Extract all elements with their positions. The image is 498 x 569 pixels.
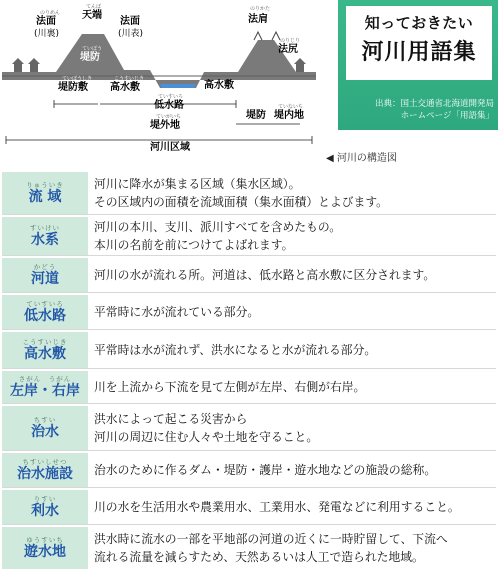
row-divider bbox=[2, 292, 496, 293]
label-kawa-ura: (川裏) bbox=[34, 29, 60, 39]
term-word: 利水 bbox=[31, 502, 59, 519]
term-ruby: ちすいしせつ bbox=[22, 457, 68, 466]
label-kousuishiki-left: 高水敷 bbox=[110, 82, 140, 93]
glossary-description bbox=[88, 461, 496, 479]
row-divider bbox=[2, 214, 496, 215]
label-hou-jiri: 法尻 bbox=[278, 44, 298, 55]
label-kousuishiki-right: 高水敷 bbox=[204, 80, 234, 91]
row-divider bbox=[2, 450, 496, 451]
label-kousuishiki-left-ruby: こうすいじき bbox=[114, 76, 145, 82]
term-word: 左岸・右岸 bbox=[10, 382, 80, 399]
diagram-caption: ◀ 河川の構造図 bbox=[326, 153, 397, 164]
description-line: 河川の周辺に住む人々や土地を守ること。 bbox=[94, 430, 319, 444]
label-hou-men-left-ruby: のりめん bbox=[40, 10, 61, 16]
term-ruby: りすい bbox=[33, 494, 57, 503]
label-teibou-shiki: 堤防敷 bbox=[58, 82, 88, 93]
label-teisuiro-ruby: ていすいろ bbox=[158, 94, 184, 100]
title-line-2: 河川用語集 bbox=[361, 40, 477, 65]
term-ruby: ていすいろ bbox=[26, 299, 64, 308]
glossary-row bbox=[2, 332, 496, 368]
glossary-row bbox=[2, 406, 496, 450]
description-line: 流れる流量を減らすため、天然あるいは人工で造られた地域。 bbox=[94, 550, 424, 564]
glossary-row bbox=[2, 217, 496, 255]
title-line-1: 知っておきたい bbox=[364, 14, 474, 32]
term-ruby: ちすい bbox=[33, 415, 57, 424]
glossary-description bbox=[88, 266, 496, 284]
source-line-2: ホームページ「用語集」 bbox=[400, 111, 494, 121]
description-line: 治水のために作るダム・堤防・護岸・遊水地などの施設の総称。 bbox=[94, 463, 437, 477]
glossary-term-cell bbox=[2, 332, 88, 368]
label-tenba: 天端 bbox=[82, 10, 102, 21]
description-line: 河川に降水が集まる区域（集水区域）。 bbox=[94, 177, 301, 191]
glossary-term-cell bbox=[2, 371, 88, 403]
glossary-description bbox=[88, 303, 496, 321]
glossary-row bbox=[2, 527, 496, 569]
term-word: 流 域 bbox=[28, 188, 62, 205]
glossary-term-cell bbox=[2, 490, 88, 524]
glossary-row bbox=[2, 258, 496, 292]
term-word: 治水 bbox=[31, 423, 59, 440]
label-teibou-shiki-ruby: ていぼうしき bbox=[62, 76, 93, 82]
label-teigaichi: 堤外地 bbox=[150, 120, 180, 131]
label-hou-men-right: 法面 bbox=[120, 16, 140, 27]
description-line: その区域内の面積を流域面積（集水面積）とよびます。 bbox=[94, 195, 388, 209]
row-divider bbox=[2, 368, 496, 369]
description-line: 平常時に水が流れている部分。 bbox=[94, 305, 260, 319]
source-line-1: 出典：国土交通省北海道開発局 bbox=[374, 99, 494, 109]
glossary-description bbox=[88, 175, 496, 211]
glossary-row bbox=[2, 490, 496, 524]
label-teinaichi: 堤内地 bbox=[274, 110, 304, 121]
term-ruby: りゅういき bbox=[26, 180, 64, 189]
glossary-term-cell bbox=[2, 527, 88, 569]
source-credit bbox=[350, 98, 494, 122]
description-line: 川を上流から下流を見て左側が左岸、右側が右岸。 bbox=[94, 380, 366, 394]
label-kawa-omote: (川表) bbox=[118, 29, 144, 39]
glossary-description bbox=[88, 218, 496, 254]
description-line: 川の水を生活用水や農業用水、工業用水、発電などに利用すること。 bbox=[94, 500, 460, 514]
glossary-description bbox=[88, 378, 496, 396]
description-line: 洪水によって起こる災害から bbox=[94, 412, 248, 426]
term-word: 遊水地 bbox=[24, 543, 66, 560]
glossary-term-cell bbox=[2, 258, 88, 292]
glossary-description bbox=[88, 530, 496, 566]
label-teibou: 堤防 bbox=[80, 52, 100, 63]
glossary-row bbox=[2, 172, 496, 214]
row-divider bbox=[2, 487, 496, 488]
term-ruby: こうすいじき bbox=[22, 337, 68, 346]
label-hou-men-left: 法面 bbox=[36, 16, 56, 27]
term-ruby: かどう bbox=[33, 262, 57, 271]
glossary-term-cell bbox=[2, 453, 88, 487]
term-ruby: さがん うがん bbox=[18, 374, 72, 383]
glossary-description bbox=[88, 410, 496, 446]
term-word: 高水敷 bbox=[24, 345, 66, 362]
row-divider bbox=[2, 255, 496, 256]
term-word: 治水施設 bbox=[17, 465, 73, 482]
row-divider bbox=[2, 329, 496, 330]
glossary-term-cell bbox=[2, 172, 88, 214]
header-area bbox=[0, 0, 498, 162]
row-divider bbox=[2, 403, 496, 404]
description-line: 河川の水が流れる所。河道は、低水路と高水敷に区分されます。 bbox=[94, 268, 436, 282]
description-line: 平常時は水が流れず、洪水になると水が流れる部分。 bbox=[94, 343, 377, 357]
term-word: 水系 bbox=[31, 231, 59, 248]
term-word: 低水路 bbox=[24, 307, 66, 324]
label-hou-kata-ruby: のりかた bbox=[250, 6, 271, 12]
label-teibou-right: 堤防 bbox=[246, 110, 266, 121]
label-tenba-ruby: てんば bbox=[86, 4, 102, 10]
label-teibou-ruby: ていぼう bbox=[82, 46, 103, 52]
term-word: 河道 bbox=[31, 270, 59, 287]
glossary-row bbox=[2, 295, 496, 329]
label-hou-jiri-ruby: のりじり bbox=[280, 38, 301, 44]
river-structure-diagram bbox=[0, 0, 318, 152]
label-teigaichi-ruby: ていがいち bbox=[156, 114, 182, 120]
term-ruby: ゆうすいち bbox=[26, 535, 64, 544]
label-hou-kata: 法肩 bbox=[248, 14, 268, 25]
description-line: 洪水時に流水の一部を平地部の河道の近くに一時貯留して、下流へ bbox=[94, 532, 448, 546]
label-teisuiro: 低水路 bbox=[154, 100, 184, 111]
label-teinaichi-ruby: ていないち bbox=[278, 104, 304, 110]
description-line: 河川の本川、支川、派川すべてを含めたもの。 bbox=[94, 220, 342, 234]
term-ruby: すいけい bbox=[30, 223, 60, 232]
row-divider bbox=[2, 524, 496, 525]
description-line: 本川の名前を前につけてよばれます。 bbox=[94, 238, 294, 252]
glossary-row bbox=[2, 371, 496, 403]
glossary-term-cell bbox=[2, 295, 88, 329]
glossary-term-cell bbox=[2, 406, 88, 450]
glossary-term-cell bbox=[2, 217, 88, 255]
glossary-row bbox=[2, 453, 496, 487]
label-kasen-kuiki: 河川区域 bbox=[150, 142, 190, 152]
glossary-description bbox=[88, 341, 496, 359]
glossary-description bbox=[88, 498, 496, 516]
